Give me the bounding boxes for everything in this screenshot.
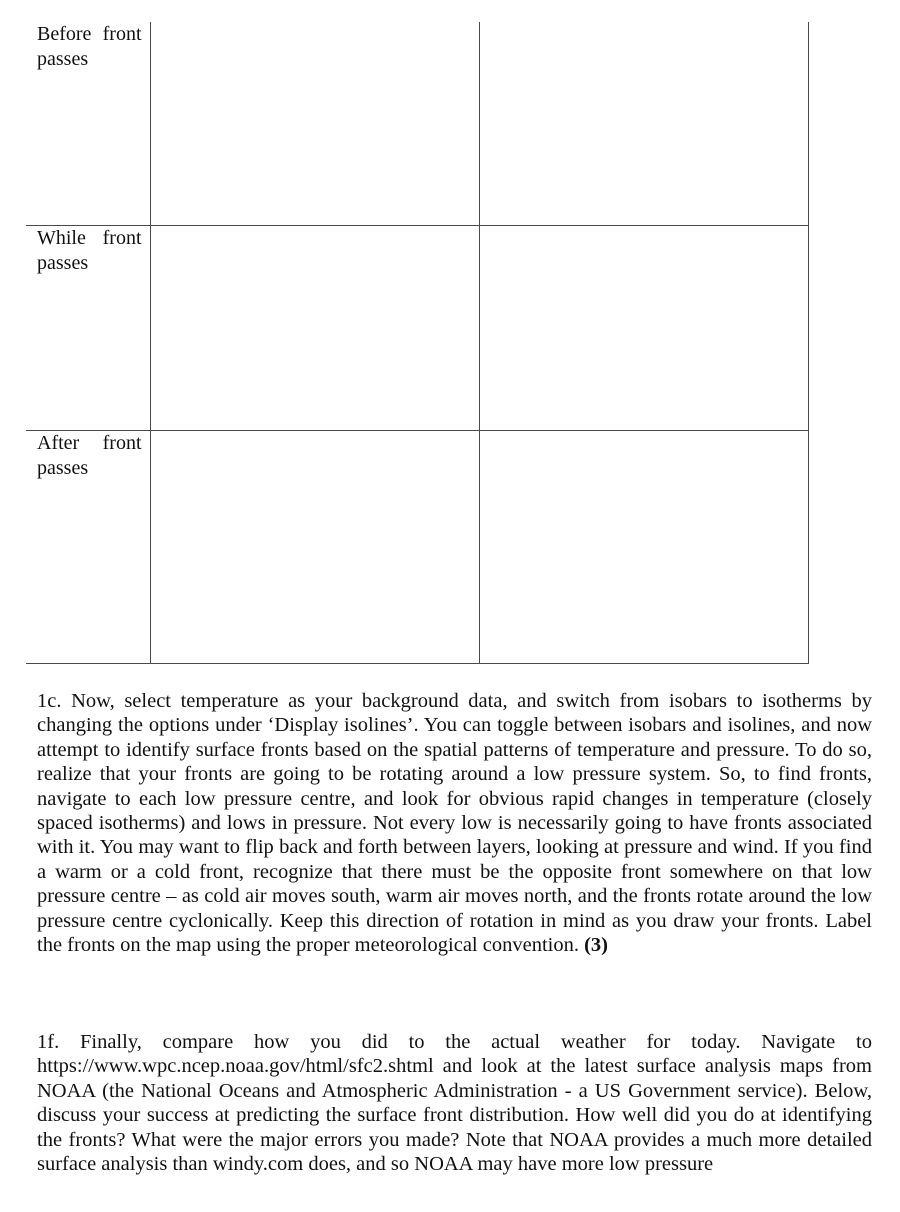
table-row-after xyxy=(26,431,808,664)
question-1c-paragraph xyxy=(37,689,872,957)
table-cell-while-col2[interactable] xyxy=(479,226,808,431)
table-row-while xyxy=(26,226,808,431)
row-label-after: After front passes xyxy=(26,431,150,664)
question-1f-text: 1f. Finally, compare how you did to the actual weather for today. Navigate to https://www.wpc.ncep.noaa.gov/html/sfc2.shtml and look at the latest surface analysis maps from NOAA (the National Oceans and Atmospheric Administration - a US Government service). Below, discuss your success at predicting the surface front distribution. How well did you do at identifying the fronts? What were the major errors you made? Note that NOAA provides a much more detailed surface analysis than windy.com does, and so NOAA may have more low pressure xyxy=(37,1031,872,1176)
table-cell-while-col1[interactable] xyxy=(150,226,479,431)
table-row-before xyxy=(26,22,808,226)
table-cell-before-col1[interactable] xyxy=(150,22,479,226)
table-cell-before-col2[interactable] xyxy=(479,22,808,226)
question-1c-text: 1c. Now, select temperature as your background data, and switch from isobars to isotherms by changing the options under ‘Display isolines’. You can toggle between isobars and isolines, and now attempt to identify surface fronts based on the spatial patterns of temperature and pressure. To do so, realize that your fronts are going to be rotating around a low pressure system. So, to find fronts, navigate to each low pressure centre, and look for obvious rapid changes in temperature (closely spaced isotherms) and lows in pressure. Not every low is necessarily going to have fronts associated with it. You may want to flip back and forth between layers, looking at pressure and wind. If you find a warm or a cold front, recognize that there must be the opposite front somewhere on that low pressure centre – as cold air moves south, warm air moves north, and the fronts rotate around the low pressure centre cyclonically. Keep this direction of rotation in mind as you draw your fronts. Label the fronts on the map using the proper meteorological convention. xyxy=(37,690,872,957)
front-observation-table-container xyxy=(26,22,808,664)
row-label-while: While front passes xyxy=(26,226,150,431)
table-cell-after-col2[interactable] xyxy=(479,431,808,664)
front-observation-table xyxy=(26,22,809,664)
table-cell-after-col1[interactable] xyxy=(150,431,479,664)
row-label-before: Before front passes xyxy=(26,22,150,226)
question-1f-paragraph xyxy=(37,1030,872,1176)
question-1c-marks: (3) xyxy=(584,934,608,957)
